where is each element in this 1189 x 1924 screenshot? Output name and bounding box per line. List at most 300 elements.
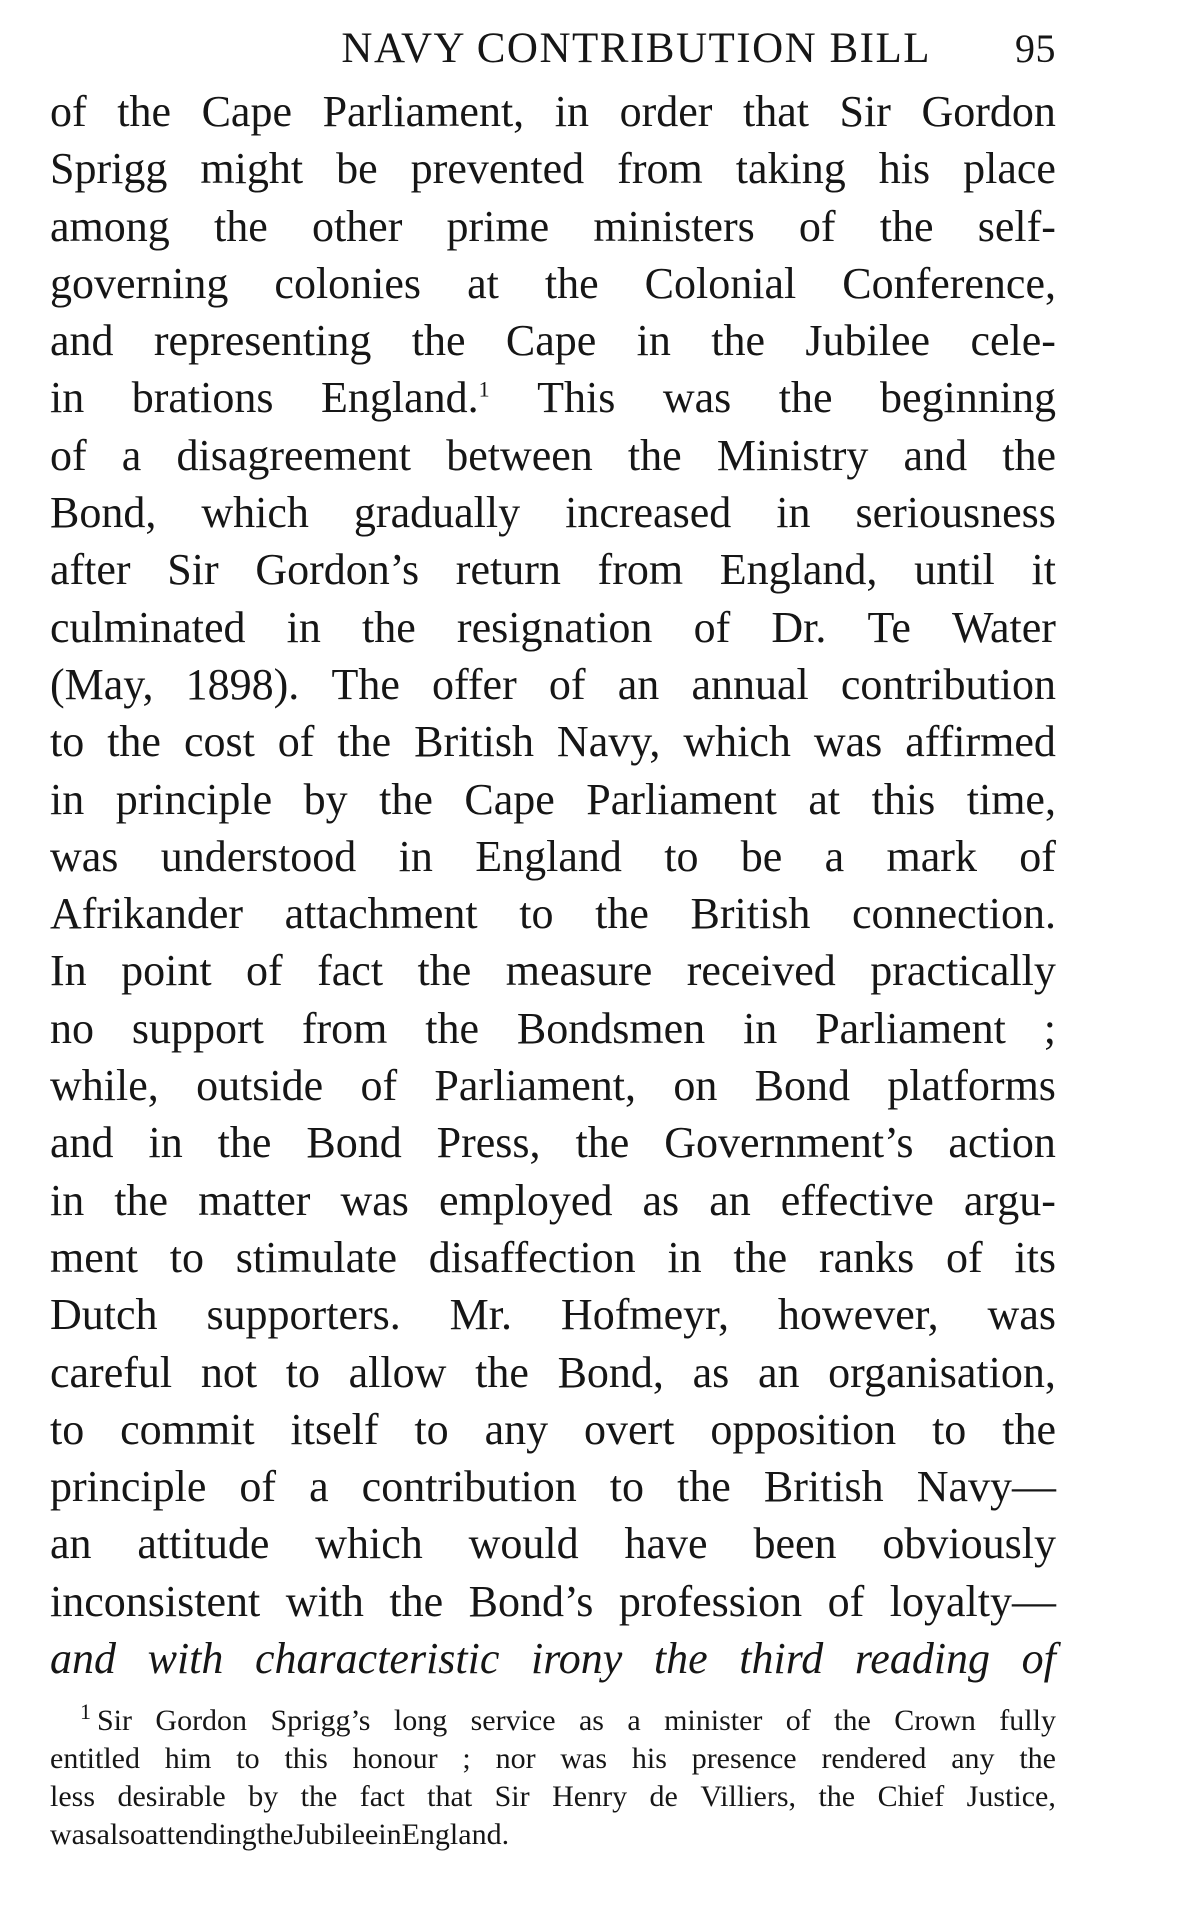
text-line	[50, 201, 1056, 258]
text-line	[50, 1347, 1056, 1404]
footnote-line	[50, 1699, 1056, 1742]
word: have	[624, 1519, 708, 1569]
word: to	[50, 717, 85, 767]
word: taking	[735, 144, 846, 194]
text-fragment: Sir	[97, 1704, 133, 1738]
word: overt	[584, 1404, 675, 1454]
word: cele-	[970, 316, 1056, 366]
text-segment	[321, 372, 490, 423]
word: service	[470, 1704, 556, 1738]
word: desirable	[117, 1780, 226, 1814]
word: to	[236, 1742, 260, 1776]
word: the	[575, 1118, 630, 1168]
word: action	[948, 1118, 1056, 1168]
word: outside	[196, 1061, 324, 1111]
word: Dutch	[50, 1290, 158, 1340]
word: nor	[495, 1742, 536, 1776]
word: and	[50, 1118, 114, 1168]
word: an	[757, 1347, 800, 1397]
word: place	[963, 144, 1056, 194]
word: supporters.	[206, 1290, 401, 1340]
word: Parliament	[815, 1003, 1006, 1053]
word: the	[389, 1576, 444, 1626]
word: Conference,	[842, 258, 1056, 308]
word: to	[285, 1347, 320, 1397]
word: the	[677, 1462, 731, 1512]
word: Hofmeyr,	[560, 1290, 729, 1340]
text-line	[50, 1175, 1056, 1232]
word: Chief	[877, 1780, 945, 1814]
word: was	[50, 1818, 97, 1852]
word: that	[742, 87, 809, 136]
word: was	[340, 1175, 409, 1225]
word: Bondsmen	[516, 1003, 706, 1053]
word: in	[148, 1118, 183, 1168]
word: long	[393, 1704, 448, 1738]
word: minister	[664, 1704, 763, 1738]
footnote-line	[50, 1780, 1056, 1818]
word: the	[1002, 430, 1056, 480]
word: Bond	[306, 1118, 402, 1168]
text-line	[50, 888, 1056, 945]
word: beginning	[879, 373, 1056, 423]
word: the	[1019, 1742, 1056, 1776]
word: as	[578, 1704, 604, 1738]
word: practically	[870, 946, 1056, 996]
text-line	[50, 659, 1056, 716]
word: the	[117, 87, 171, 136]
word: of	[1019, 831, 1056, 881]
word: Justice,	[966, 1780, 1056, 1814]
footnote-reference[interactable]: 1	[478, 376, 490, 402]
word: principle	[115, 774, 273, 824]
word: effective	[780, 1175, 934, 1225]
word: Parliament,	[434, 1061, 637, 1111]
word: prevented	[410, 144, 585, 194]
text-line	[50, 1289, 1056, 1346]
word: from	[597, 545, 684, 595]
word: to	[169, 1232, 204, 1282]
word: any	[484, 1404, 549, 1454]
word: would	[468, 1519, 579, 1569]
word: was	[50, 831, 119, 881]
word: to	[50, 1404, 85, 1454]
word: support	[131, 1003, 264, 1053]
word: opposition	[710, 1404, 897, 1454]
word: also	[96, 1818, 145, 1852]
word: the	[778, 373, 833, 423]
word: third	[739, 1634, 824, 1684]
word: increased	[565, 488, 732, 538]
word: organisation,	[828, 1347, 1056, 1397]
word: an	[709, 1175, 751, 1225]
word: platforms	[887, 1061, 1056, 1111]
word: ministers	[593, 201, 755, 251]
word: between	[446, 430, 593, 480]
word: an	[50, 1519, 92, 1569]
word: disaffection	[428, 1232, 636, 1282]
word: Bond	[754, 1061, 850, 1111]
word: British	[763, 1462, 884, 1512]
word: this	[284, 1742, 328, 1776]
word: order	[619, 87, 713, 136]
word: of	[548, 659, 586, 709]
word: the	[475, 1347, 529, 1397]
text-line	[50, 1117, 1056, 1174]
word: the	[114, 1175, 169, 1225]
word: England.	[401, 1818, 510, 1852]
text-line	[50, 487, 1056, 544]
text-line	[50, 1461, 1056, 1518]
word: the	[711, 316, 766, 366]
word: attachment	[284, 889, 478, 939]
word: fully	[999, 1704, 1056, 1738]
word: British	[690, 889, 811, 939]
word: contribution	[361, 1462, 577, 1512]
text-line	[50, 86, 1056, 143]
word: of	[277, 717, 315, 767]
word: the	[107, 717, 161, 767]
word: his	[631, 1742, 667, 1776]
text-line	[50, 1576, 1056, 1633]
text-line	[50, 258, 1056, 315]
word: Jubilee	[805, 316, 931, 366]
word: attitude	[137, 1519, 270, 1569]
word: and	[903, 430, 968, 480]
text-line	[50, 602, 1056, 659]
word: the	[834, 1704, 871, 1738]
word: in	[286, 602, 321, 652]
word: attending	[144, 1818, 257, 1852]
word: Parliament	[586, 774, 777, 824]
word: the	[362, 602, 416, 652]
word: its	[1014, 1232, 1056, 1282]
word: British	[414, 717, 534, 767]
word: other	[311, 201, 403, 251]
word: Sir	[494, 1780, 530, 1814]
word: less	[50, 1780, 95, 1814]
word: seriousness	[855, 488, 1056, 538]
word: to	[519, 889, 554, 939]
text-line	[50, 1404, 1056, 1461]
word: as	[642, 1175, 680, 1225]
word: a	[824, 831, 845, 881]
word: Colonial	[644, 258, 797, 308]
word: Jubilee	[293, 1818, 379, 1852]
word: return	[455, 545, 561, 595]
word: in	[398, 831, 433, 881]
word: while,	[50, 1061, 159, 1111]
word: with	[285, 1576, 364, 1626]
word: offer	[432, 659, 517, 709]
word: Press,	[436, 1118, 541, 1168]
word: Navy—	[916, 1462, 1056, 1512]
footnote-line	[50, 1818, 1056, 1856]
word: contribution	[840, 659, 1056, 709]
word: Bond’s	[468, 1576, 594, 1626]
word: of	[360, 1061, 398, 1111]
word: (May,	[50, 659, 154, 709]
word: the	[595, 889, 649, 939]
word: Bond,	[50, 488, 157, 538]
word: Afrikander	[50, 889, 244, 939]
word: Sir	[167, 545, 219, 595]
word: the	[213, 201, 268, 251]
word: affirmed	[905, 717, 1056, 767]
word: in	[50, 373, 85, 423]
text-line	[50, 774, 1056, 831]
word: rendered	[821, 1742, 927, 1776]
word: Gordon	[921, 87, 1056, 136]
word: by	[303, 774, 348, 824]
word: Te	[867, 602, 911, 652]
word: might	[200, 144, 304, 194]
book-page	[50, 24, 1056, 1856]
word: of	[50, 430, 87, 480]
word: argu-	[963, 1175, 1056, 1225]
word: commit	[120, 1404, 255, 1454]
word: ;	[462, 1742, 471, 1776]
word: no	[50, 1003, 94, 1053]
word: on	[673, 1061, 718, 1111]
word: any	[951, 1742, 995, 1776]
word: In	[50, 946, 87, 996]
word: annual	[691, 659, 809, 709]
word: this	[871, 774, 936, 824]
word: of	[246, 946, 283, 996]
word: after	[50, 545, 131, 595]
word: was	[987, 1290, 1056, 1340]
word: a	[309, 1462, 329, 1512]
word: matter	[198, 1175, 311, 1225]
word: Gordon	[155, 1704, 248, 1738]
word: itself	[290, 1404, 379, 1454]
word: Henry	[552, 1780, 628, 1814]
word: Government’s	[664, 1118, 914, 1168]
running-title: NAVY CONTRIBUTION BILL	[341, 25, 931, 72]
word: cost	[183, 717, 255, 767]
text-line	[50, 831, 1056, 888]
word: in	[50, 774, 85, 824]
word: which	[201, 488, 309, 538]
word: in	[554, 87, 589, 136]
page-number: 95	[1015, 26, 1056, 71]
word: governing	[50, 258, 229, 308]
body-text	[50, 86, 1056, 1690]
word: entitled	[50, 1742, 140, 1776]
word: to	[414, 1404, 449, 1454]
word: of	[785, 1704, 811, 1738]
word: the	[217, 1118, 272, 1168]
text-line	[50, 945, 1056, 1002]
word: that	[427, 1780, 473, 1814]
word: the	[627, 430, 682, 480]
text-line-with-footnote-ref	[50, 372, 1056, 429]
word: Navy,	[556, 717, 661, 767]
word: the	[411, 316, 466, 366]
word: and	[50, 316, 114, 366]
word: Water	[952, 602, 1056, 652]
text-line	[50, 1003, 1056, 1060]
word: resignation	[456, 602, 653, 652]
word: was	[813, 717, 883, 767]
word: Sir	[839, 87, 891, 136]
word: of	[946, 1232, 983, 1282]
word: at	[808, 774, 841, 824]
text-line	[50, 143, 1056, 200]
word: was	[662, 373, 732, 423]
word: allow	[348, 1347, 447, 1397]
running-header	[50, 24, 1056, 84]
footnote-marker: 1	[80, 1699, 91, 1725]
word: understood	[160, 831, 357, 881]
word: The	[331, 659, 400, 709]
footnote-line	[50, 1742, 1056, 1780]
word: point	[121, 946, 212, 996]
word: of	[827, 1576, 865, 1626]
word: Dr.	[771, 602, 827, 652]
word: to	[932, 1404, 967, 1454]
word: at	[467, 258, 499, 308]
word: reading	[854, 1634, 991, 1684]
word: of	[693, 602, 731, 652]
word: not	[200, 1347, 258, 1397]
word: Ministry	[716, 430, 869, 480]
word: the	[1002, 1404, 1056, 1454]
word: honour	[352, 1742, 438, 1776]
word: been	[753, 1519, 837, 1569]
word: Mr.	[449, 1290, 513, 1340]
word: in	[667, 1232, 702, 1282]
word: which	[315, 1519, 423, 1569]
word: received	[686, 946, 836, 996]
word: principle	[50, 1462, 207, 1512]
word: loyalty—	[889, 1576, 1056, 1626]
word: be	[740, 831, 783, 881]
word: representing	[153, 316, 372, 366]
word: the	[337, 717, 392, 767]
word: from	[301, 1003, 388, 1053]
word: employed	[438, 1175, 613, 1225]
word: the	[379, 774, 433, 824]
word: from	[617, 144, 703, 194]
text-line	[50, 430, 1056, 487]
word: Sprigg’s	[270, 1704, 371, 1738]
word: until	[914, 545, 995, 595]
word: in	[378, 1818, 402, 1852]
word: 1898).	[185, 659, 300, 709]
word: among	[50, 201, 170, 251]
word: however,	[777, 1290, 939, 1340]
word: England,	[719, 545, 878, 595]
text-line	[50, 1060, 1056, 1117]
word: in	[743, 1003, 778, 1053]
word: a	[121, 430, 142, 480]
word: the	[818, 1780, 856, 1814]
word: Crown	[894, 1704, 976, 1738]
word: presence	[691, 1742, 797, 1776]
word: by	[248, 1780, 279, 1814]
text-fragment: England.	[320, 373, 479, 423]
word: in	[636, 316, 671, 366]
word: an	[617, 659, 660, 709]
word: be	[336, 144, 378, 194]
word: a	[627, 1704, 641, 1738]
word: his	[878, 144, 931, 194]
word: with	[147, 1634, 224, 1684]
word: to	[609, 1462, 645, 1512]
word: colonies	[274, 258, 422, 308]
word: gradually	[353, 488, 521, 538]
word: the	[300, 1780, 338, 1814]
word: was	[560, 1742, 608, 1776]
text-line	[50, 1518, 1056, 1575]
word: fact	[359, 1780, 405, 1814]
word: inconsistent	[50, 1576, 261, 1626]
word: measure	[505, 946, 653, 996]
word: the	[256, 1818, 294, 1852]
word: Sprigg	[50, 144, 168, 194]
text-line	[50, 1232, 1056, 1289]
word: of	[798, 201, 836, 251]
word: irony	[531, 1634, 623, 1684]
word: Cape	[505, 316, 597, 366]
word: the	[733, 1232, 788, 1282]
word: time,	[966, 774, 1056, 824]
text-segment	[80, 1699, 133, 1738]
word: connection.	[851, 889, 1056, 939]
word: Villiers,	[700, 1780, 796, 1814]
word: Gordon’s	[255, 545, 420, 595]
word: ;	[1043, 1003, 1056, 1053]
text-line-italic	[50, 1633, 1056, 1690]
word: stimulate	[235, 1232, 398, 1282]
word: of	[1021, 1634, 1056, 1684]
word: and	[50, 1634, 116, 1684]
word: profession	[618, 1576, 803, 1626]
word: characteristic	[255, 1634, 500, 1684]
word: Parliament,	[322, 87, 525, 136]
word: the	[879, 201, 934, 251]
word: obviously	[882, 1519, 1056, 1569]
word: Cape	[201, 87, 292, 136]
word: prime	[446, 201, 550, 251]
word: the	[417, 946, 472, 996]
word: which	[683, 717, 791, 767]
word: Cape	[464, 774, 555, 824]
word: in	[50, 1175, 85, 1225]
word: the	[544, 258, 599, 308]
word: England	[475, 831, 622, 881]
word: the	[425, 1003, 480, 1053]
footnote	[50, 1699, 1056, 1856]
word: ment	[50, 1232, 138, 1282]
word: self-	[977, 201, 1056, 251]
word: it	[1031, 545, 1056, 595]
word: de	[649, 1780, 678, 1814]
word: mark	[886, 831, 977, 881]
text-line	[50, 544, 1056, 601]
text-line	[50, 716, 1056, 773]
text-line	[50, 315, 1056, 372]
word: fact	[317, 946, 384, 996]
word: Bond,	[557, 1347, 664, 1397]
word: careful	[50, 1347, 173, 1397]
word: disagreement	[176, 430, 412, 480]
word: brations	[131, 373, 274, 423]
word: in	[776, 488, 811, 538]
word: of	[50, 87, 87, 136]
